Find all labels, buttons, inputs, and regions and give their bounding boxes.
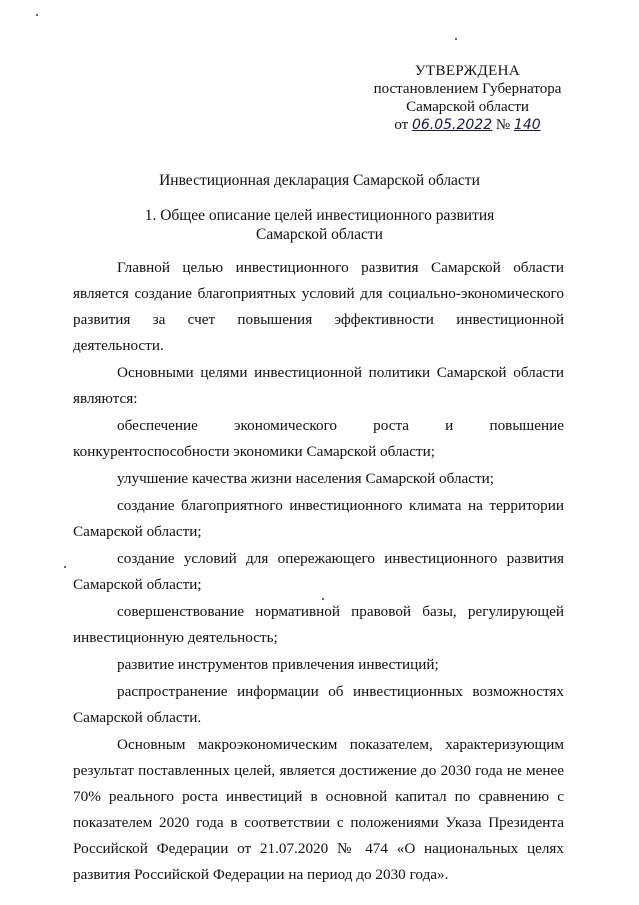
paragraph: создание условий для опережающего инвестиционного развития Самарской области; bbox=[73, 549, 564, 593]
paragraph: развитие инструментов привлечения инвестиций; bbox=[117, 655, 439, 673]
document-body bbox=[73, 255, 564, 889]
section-heading-line-1: 1. Общее описание целей инвестиционного развития bbox=[144, 207, 495, 224]
document-title: Инвестиционная декларация Самарской области bbox=[159, 172, 480, 189]
scan-speck bbox=[36, 14, 38, 16]
paragraph: обеспечение экономического роста и повышение конкурентоспособности экономики Самарской области; bbox=[73, 416, 564, 460]
paragraph: Главной целью инвестиционного развития Самарской области является создание благоприятных условий для социально-экономического развития за счет повышения эффективности инвестиционной деятельности. bbox=[73, 259, 564, 354]
section-heading-line-2: Самарской области bbox=[256, 226, 383, 243]
scan-speck bbox=[455, 38, 457, 40]
paragraph: создание благоприятного инвестиционного климата на территории Самарской области; bbox=[73, 496, 564, 540]
scan-speck bbox=[64, 566, 66, 568]
paragraph: Основным макроэкономическим показателем, характеризующим результат поставленных целей, является достижение до 2030 года не менее 70% реального роста инвестиций в основной капитал по сравнению с показателем 2020 года в соответствии с положениями Указа Президента Российской Федерации от 21.07.2020 № 474 «О национальных целях развития Российской Федерации на период до 2030 года». bbox=[73, 736, 564, 883]
section-heading bbox=[0, 206, 639, 244]
from-label: от bbox=[394, 117, 409, 133]
paragraph: распространение информации об инвестиционных возможностях Самарской области. bbox=[73, 683, 564, 726]
handwritten-date: 06.05.2022 bbox=[411, 117, 493, 133]
paragraph: совершенствование нормативной правовой базы, регулирующей инвестиционную деятельность; bbox=[73, 602, 564, 646]
approval-heading: УТВЕРЖДЕНА bbox=[414, 63, 521, 79]
approval-date-number bbox=[360, 116, 575, 134]
number-label: № bbox=[495, 117, 511, 133]
approval-line-2: Самарской области bbox=[406, 99, 529, 115]
approval-stamp-block bbox=[360, 62, 575, 134]
paragraph: Основными целями инвестиционной политики Самарской области являются: bbox=[73, 363, 564, 407]
handwritten-number: 140 bbox=[513, 117, 541, 133]
approval-line-1: постановлением Губернатора bbox=[373, 81, 562, 97]
paragraph: улучшение качества жизни населения Самарской области; bbox=[117, 469, 495, 487]
